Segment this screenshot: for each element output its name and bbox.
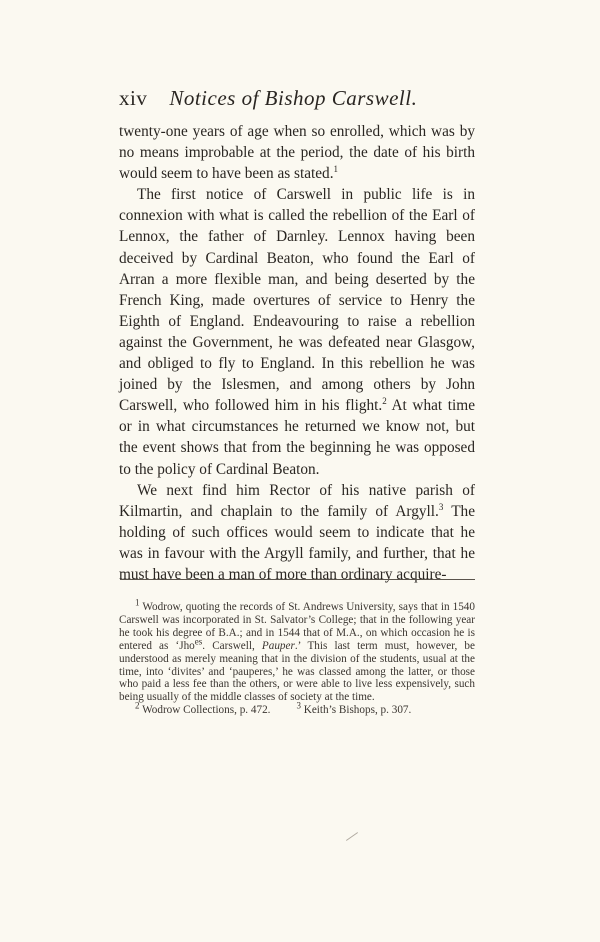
- footnote-1-italic: Pauper: [261, 639, 295, 652]
- footnote-1-mark: 1: [135, 597, 140, 608]
- footnote-3-text: Keith’s Bishops, p. 307.: [300, 704, 412, 717]
- footnotes: [119, 597, 475, 717]
- page-number: xiv: [119, 86, 148, 110]
- paragraph-3-text-b: The holding of such offices would seem to indicate that he was in favour with the Argyll family, and further, that he must have been a man of more than ordinary acquire-: [119, 502, 475, 583]
- paragraph-2: [119, 184, 475, 479]
- paragraph-1-text: twenty-one years of age when so enrolled, which was by no means improbable at the period, the date of his birth would seem to have been as stated.: [119, 123, 475, 183]
- running-title: Notices of Bishop Carswell.: [169, 86, 418, 110]
- paragraph-2-text-b: At what time or in what circumstances he returned we know not, but the event shows that from the beginning he was opposed to the policy of Cardinal Beaton.: [119, 397, 475, 478]
- footnote-3-mark: 3: [296, 700, 301, 711]
- paragraph-3: [119, 480, 475, 585]
- footnote-1-text-a: Wodrow, quoting the records of St. Andrews University, says that in 1540 Carswell was incorporated in St. Salvator’s College; that in the following year he took his degree of B.A.; and in 1544 that of M.A., on which occasion he is entered as ‘Jho: [119, 601, 475, 652]
- footnotes-2-3: [119, 700, 475, 717]
- paragraph-2-text-a: The first notice of Carswell in public life is in connexion with what is called the rebellion of the Earl of Lennox, the father of Darnley. Lennox having been deceived by Cardinal Beaton, who found the Earl of Arran a more flexible man, and being deserted by the French King, made overtures of service to Henry the Eighth of England. Endeavouring to raise a rebellion against the Government, he was defeated near Glasgow, and obliged to fly to England. In this rebellion he was joined by the Islesmen, and among others by John Carswell, who followed him in his flight.: [119, 186, 475, 415]
- running-header: [119, 86, 499, 111]
- footnote-1: [119, 597, 475, 704]
- paragraph-1: [119, 121, 475, 184]
- footnote-2-text: Wodrow Collections, p. 472.: [139, 704, 271, 717]
- footnote-1-superscript: es: [194, 635, 203, 646]
- footnote-1-text-b: . Carswell,: [202, 639, 262, 652]
- page-mark: [346, 832, 358, 841]
- paragraph-3-text-a: We next find him Rector of his native parish of Kilmartin, and chaplain to the family of Argyll.: [119, 481, 475, 520]
- footnote-1-text-c: .’ This last term must, however, be understood as merely meaning that in the division of the students, usual at the time, into ‘divites’ and ‘pauperes,’ he was classed among the latter, or those who paid a less fee than the others, or were able to live less expensively, such being usually of the middle classes of society at the time.: [119, 639, 475, 704]
- footnote-ref-2: 2: [382, 396, 387, 407]
- main-text: [119, 121, 475, 585]
- footnote-ref-3: 3: [438, 501, 444, 512]
- footnote-divider: [120, 579, 475, 580]
- footnote-2-mark: 2: [135, 700, 140, 711]
- footnote-ref-1: 1: [333, 164, 339, 175]
